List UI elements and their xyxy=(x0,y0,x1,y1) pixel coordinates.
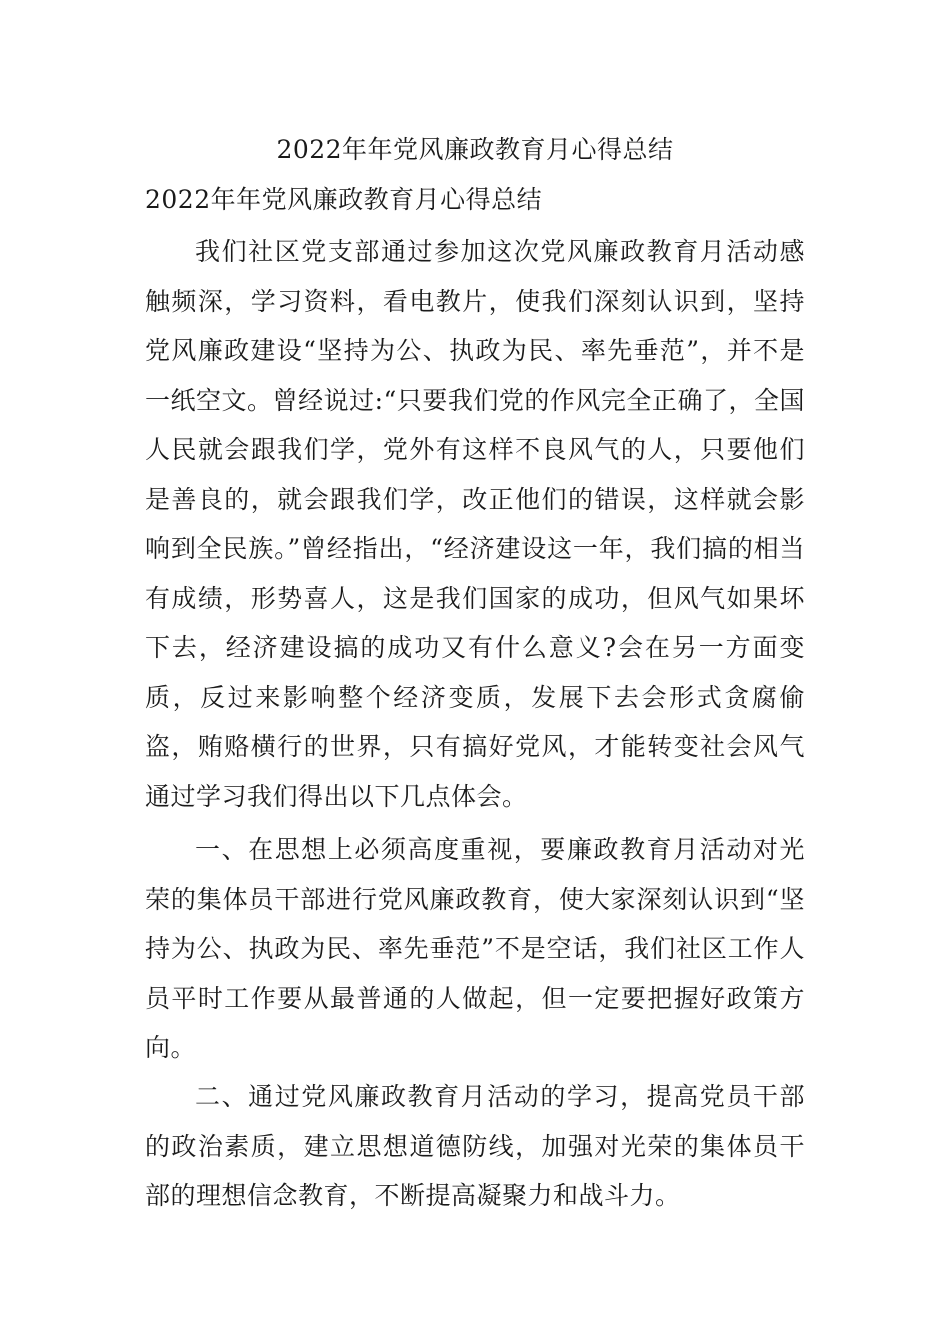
body-paragraph-intro: 我们社区党支部通过参加这次党风廉政教育月活动感触频深，学习资料，看电教片，使我们深刻认识到，坚持党风廉政建设“坚持为公、执政为民、率先垂范”，并不是一纸空文。曾经说过:“只要我们党的作风完全正确了，全国人民就会跟我们学，党外有这样不良风气的人，只要他们是善良的，就会跟我们学，改正他们的错误，这样就会影响到全民族。”曾经指出，“经济建设这一年，我们搞的相当有成绩，形势喜人，这是我们国家的成功，但风气如果坏下去，经济建设搞的成功又有什么意义?会在另一方面变质，反过来影响整个经济变质，发展下去会形式贪腐偷盗，贿赂横行的世界，只有搞好党风，才能转变社会风气通过学习我们得出以下几点体会。 xyxy=(145,237,805,811)
body-paragraph-point-two: 二、通过党风廉政教育月活动的学习，提高党员干部的政治素质，建立思想道德防线，加强对光荣的集体员干部的理想信念教育，不断提高凝聚力和战斗力。 xyxy=(145,1082,805,1210)
document-subtitle: 2022年年党风廉政教育月心得总结 xyxy=(145,185,543,214)
body-paragraph-point-one: 一、在思想上必须高度重视，要廉政教育月活动对光荣的集体员干部进行党风廉政教育，使大家深刻认识到“坚持为公、执政为民、率先垂范”不是空话，我们社区工作人员平时工作要从最普通的人做起，但一定要把握好政策方向。 xyxy=(145,835,805,1062)
document-title: 2022年年党风廉政教育月心得总结 xyxy=(276,135,674,164)
